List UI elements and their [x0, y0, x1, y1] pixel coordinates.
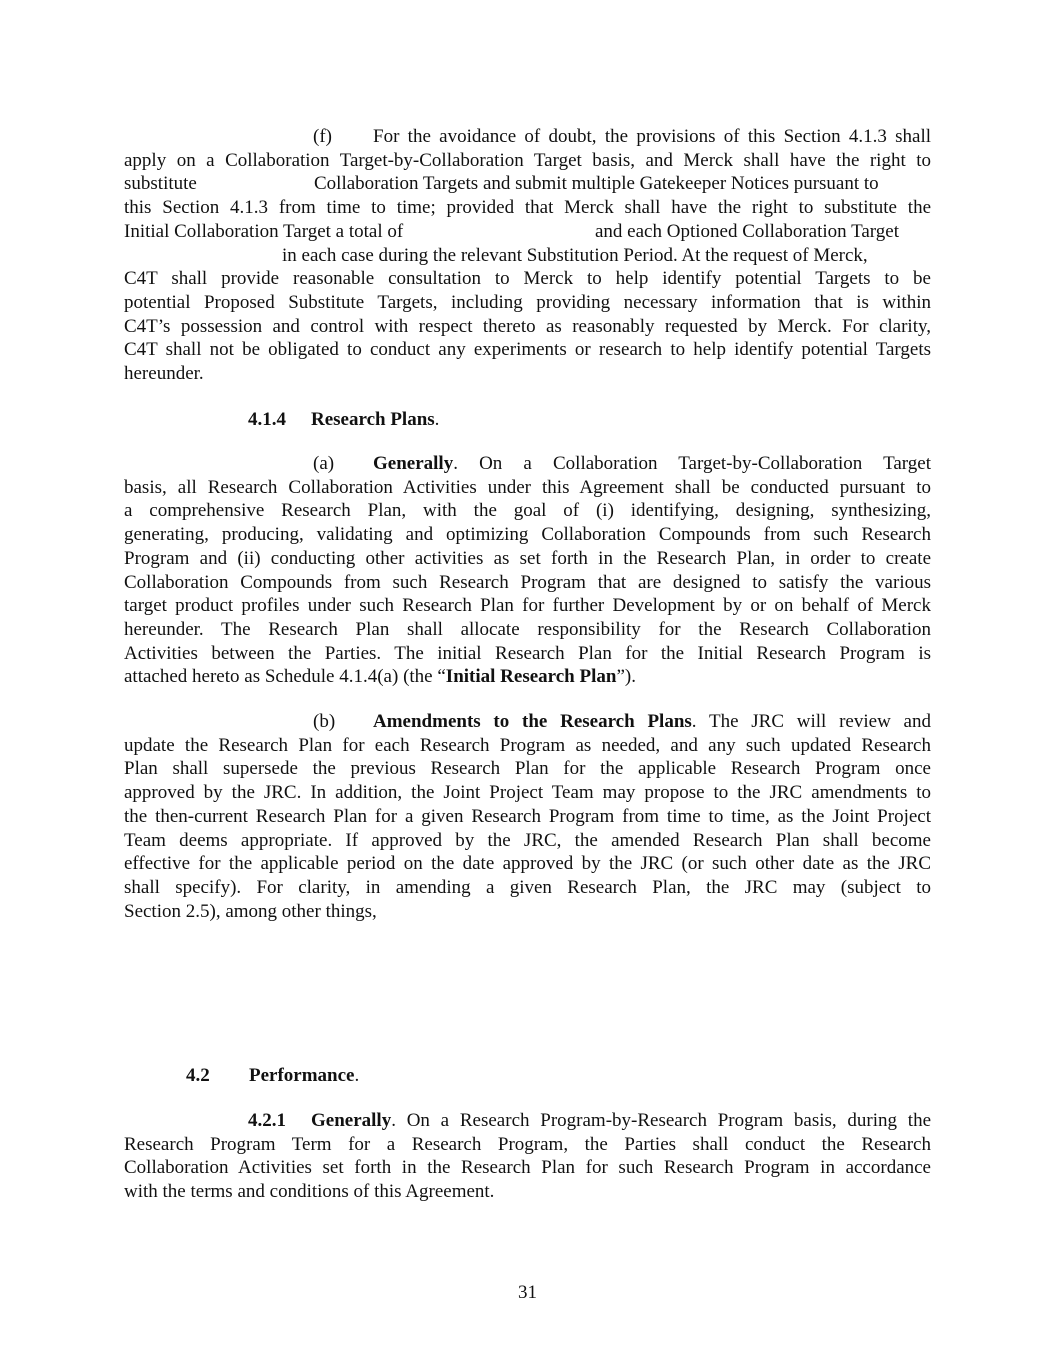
heading-4-1-4-number: 4.1.4 [248, 409, 286, 430]
para-b-line-9: Section 2.5), among other things, [124, 900, 377, 922]
para-a-marker: (a) [313, 453, 335, 474]
paragraph-4-2-1 [124, 1109, 931, 1204]
para-f-line-7: C4T shall provide reasonable consultation to Merck to help identify potential Targets to be [124, 268, 931, 290]
para-b-marker: (b) [313, 711, 336, 732]
para-4-2-1-line-4: with the terms and conditions of this Agreement. [124, 1181, 495, 1203]
para-f-line-1: (f) For the avoidance of doubt, the provisions of this Section 4.1.3 shall [313, 126, 931, 147]
para-b-line-7: effective for the applicable period on the date approved by the JRC (or such other date as the JRC [124, 853, 931, 875]
para-b-line-3: Plan shall supersede the previous Research Plan for the applicable Research Program once [124, 758, 931, 780]
para-f-line-11: hereunder. [124, 363, 204, 385]
para-b-lead: Amendments to the Research Plans [373, 711, 692, 732]
para-b-line-6: Team deems appropriate. If approved by the JRC, the amended Research Plan shall become [124, 829, 931, 851]
heading-4-2-title: Performance [249, 1065, 355, 1086]
para-b-line-5: the then-current Research Plan for a given Research Program from time to time, as the Joint Project [124, 805, 931, 827]
para-4-2-1-line-3: Collaboration Activities set forth in the Research Plan for such Research Program in accordance [124, 1157, 931, 1179]
heading-4-1-4: 4.1.4 Research Plans. [248, 409, 440, 430]
para-a-lead: Generally [373, 453, 454, 474]
para-f-marker: (f) [313, 126, 332, 147]
paragraph-f [124, 125, 931, 386]
para-a-line-1: (a) Generally. On a Collaboration Target-by-Collaboration Target [313, 453, 931, 474]
para-f-line-6: in each case during the relevant Substitution Period. At the request of Merck, [282, 244, 868, 266]
para-4-2-1-line-1: 4.2.1 Generally. On a Research Program-by-Research Program basis, during the [248, 1110, 931, 1131]
para-f-line-3: substitute Collaboration Targets and submit multiple Gatekeeper Notices pursuant to [124, 173, 879, 195]
heading-4-2-number: 4.2 [186, 1065, 210, 1086]
heading-4-2: 4.2 Performance. [186, 1065, 360, 1086]
para-f-line-5: Initial Collaboration Target a total of and each Optioned Collaboration Target [124, 220, 899, 242]
para-a-line-4: generating, producing, validating and optimizing Collaboration Compounds from such Research [124, 524, 931, 546]
para-a-line-3: a comprehensive Research Plan, with the goal of (i) identifying, designing, synthesizing, [124, 500, 931, 522]
paragraph-a [124, 452, 931, 689]
para-a-line-7: target product profiles under such Research Plan for further Development by or on behalf of Merck [124, 595, 931, 617]
para-f-line-9: C4T’s possession and control with respect thereto as reasonably requested by Merck. For clarity, [124, 315, 931, 337]
para-a-line-5: Program and (ii) conducting other activities as set forth in the Research Plan, in order to create [124, 547, 931, 569]
para-f-line-10: C4T shall not be obligated to conduct any experiments or research to help identify potential Targets [124, 339, 931, 361]
heading-4-1-4-title: Research Plans [311, 409, 435, 430]
para-4-2-1-line-2: Research Program Term for a Research Program, the Parties shall conduct the Research [124, 1133, 931, 1155]
para-4-2-1-lead: Generally [311, 1110, 392, 1131]
para-a-line-10: attached hereto as Schedule 4.1.4(a) (the “Initial Research Plan”). [124, 666, 636, 688]
para-b-line-8: shall specify). For clarity, in amending a given Research Plan, the JRC may (subject to [124, 876, 931, 898]
para-a-line-9: Activities between the Parties. The initial Research Plan for the Initial Research Program is [124, 642, 931, 664]
para-f-line-2: apply on a Collaboration Target-by-Collaboration Target basis, and Merck shall have the right to [124, 149, 931, 171]
para-f-line-4: this Section 4.1.3 from time to time; provided that Merck shall have the right to substitute the [124, 197, 931, 219]
para-f-line-8: potential Proposed Substitute Targets, including providing necessary information that is within [124, 291, 931, 313]
para-a-defined-term: Initial Research Plan [445, 666, 617, 688]
para-b-line-2: update the Research Plan for each Research Program as needed, and any such updated Research [124, 734, 931, 756]
para-a-line-2: basis, all Research Collaboration Activities under this Agreement shall be conducted pursuant to [124, 476, 931, 498]
para-a-line-8: hereunder. The Research Plan shall allocate responsibility for the Research Collaboration [124, 618, 931, 640]
para-4-2-1-number: 4.2.1 [248, 1110, 286, 1131]
para-b-line-1: (b) Amendments to the Research Plans. The JRC will review and [313, 711, 931, 732]
para-b-line-4: approved by the JRC. In addition, the Joint Project Team may propose to the JRC amendments to [124, 782, 931, 804]
page-number: 31 [518, 1282, 537, 1303]
paragraph-b [124, 710, 931, 923]
para-a-line-6: Collaboration Compounds from such Research Program that are designed to satisfy the various [124, 571, 931, 593]
